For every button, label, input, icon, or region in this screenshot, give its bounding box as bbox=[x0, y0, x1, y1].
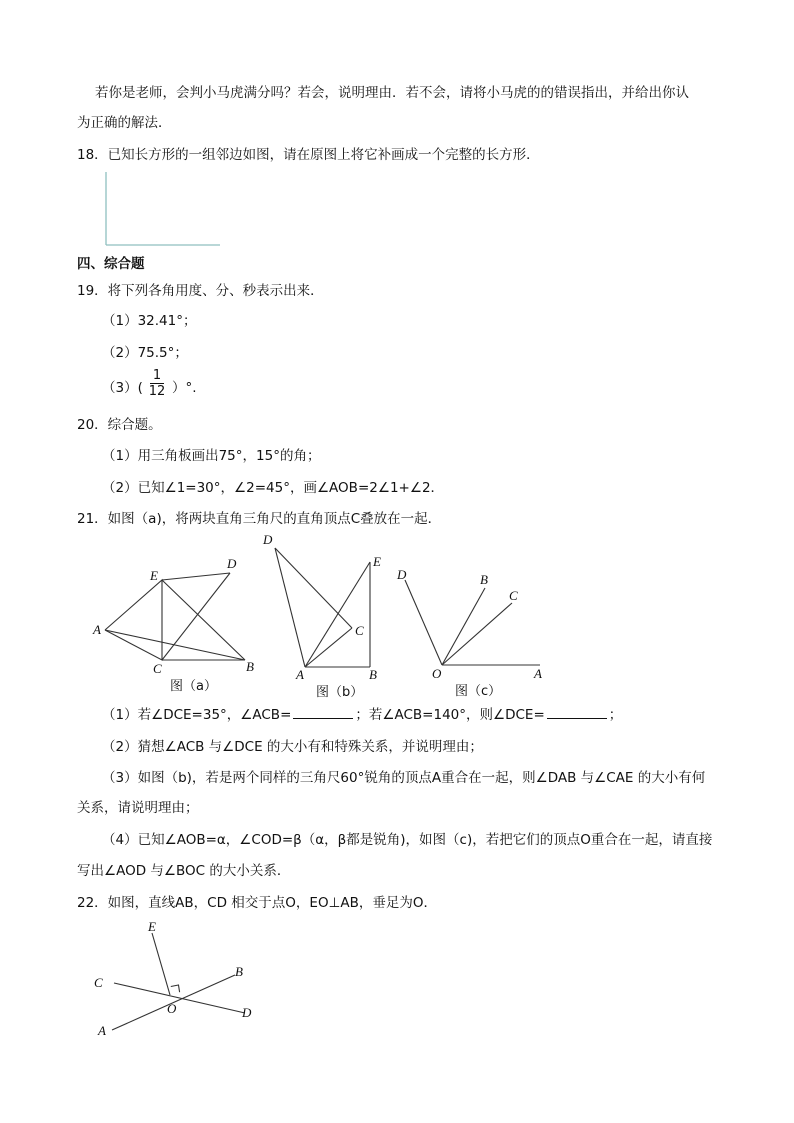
q21-figure-a bbox=[95, 555, 255, 675]
intro-line-1: 若你是老师，会判小马虎满分吗？若会，说明理由．若不会，请将小马虎的的错误指出，并给出你认 bbox=[95, 85, 689, 101]
q22-text: 22．如图，直线AB，CD 相交于点O，EO⊥AB，垂足为O． bbox=[77, 895, 437, 911]
fraction-numerator: 1 bbox=[152, 368, 162, 383]
q19-fraction bbox=[145, 368, 169, 399]
fig-b-label-c: C bbox=[355, 623, 364, 638]
fig-a-label-d: D bbox=[227, 556, 237, 571]
q22-label-c: C bbox=[94, 975, 103, 990]
q21-text: 21．如图（a)，将两块直角三角尺的直角顶点C叠放在一起． bbox=[77, 511, 442, 527]
q21-part-4-line-1: （4）已知∠AOB=α，∠COD=β（α，β都是锐角)，如图（c)，若把它们的顶点O重合在一起，请直接 bbox=[102, 832, 713, 848]
q22-label-o: O bbox=[167, 1001, 177, 1016]
fig-b-caption: 图（b） bbox=[316, 685, 364, 700]
fig-b-label-d: D bbox=[263, 532, 273, 547]
fig-b-label-a: A bbox=[296, 667, 304, 682]
q21-part-1-text-c: ； bbox=[608, 707, 623, 723]
fig-a-label-a: A bbox=[93, 622, 101, 637]
fig-a-label-b: B bbox=[246, 659, 254, 674]
section-title: 四、综合题 bbox=[77, 256, 145, 272]
q20-text: 20．综合题。 bbox=[77, 417, 162, 433]
q19-text: 19．将下列各角用度、分、秒表示出来． bbox=[77, 283, 324, 299]
q19-part-3-suffix: ）°. bbox=[172, 380, 197, 396]
q21-part-2: （2）猜想∠ACB 与∠DCE 的大小有和特殊关系，并说明理由； bbox=[102, 739, 483, 755]
q21-figure-b bbox=[270, 540, 390, 680]
q21-part-4-line-2: 写出∠AOD 与∠BOC 的大小关系． bbox=[77, 863, 291, 879]
q21-part-1-text-a: （1）若∠DCE=35°，∠ACB= bbox=[102, 707, 292, 723]
q21-answer-blank-2[interactable] bbox=[547, 706, 607, 719]
q19-part-3-prefix: （3）( bbox=[102, 380, 143, 396]
fig-c-label-c: C bbox=[509, 588, 518, 603]
fig-a-label-e: E bbox=[150, 568, 158, 583]
q22-label-a: A bbox=[98, 1023, 106, 1038]
q21-figure-c bbox=[400, 570, 550, 680]
q18-text: 18．已知长方形的一组邻边如图，请在原图上将它补画成一个完整的长方形． bbox=[77, 147, 540, 163]
fraction-denominator: 12 bbox=[148, 384, 166, 399]
fig-c-label-d: D bbox=[397, 567, 407, 582]
q21-part-1 bbox=[102, 706, 622, 724]
q18-rectangle-sides-figure bbox=[100, 170, 230, 250]
fig-c-label-a: A bbox=[534, 666, 542, 681]
q22-label-d: D bbox=[242, 1005, 252, 1020]
fig-b-label-e: E bbox=[373, 554, 381, 569]
fig-a-caption: 图（a） bbox=[170, 679, 217, 694]
fig-c-caption: 图（c） bbox=[455, 684, 502, 699]
q21-part-3-line-2: 关系，请说明理由； bbox=[77, 800, 199, 816]
fig-c-label-o: O bbox=[432, 666, 442, 681]
q22-label-e: E bbox=[148, 919, 156, 934]
q20-part-2: （2）已知∠1=30°，∠2=45°，画∠AOB=2∠1+∠2． bbox=[102, 480, 445, 496]
fig-c-label-b: B bbox=[480, 572, 488, 587]
q21-part-3-line-1: （3）如图（b)，若是两个同样的三角尺60°锐角的顶点A重合在一起，则∠DAB 与∠CAE 的大小有何 bbox=[102, 770, 706, 786]
q19-part-2: （2）75.5°； bbox=[102, 345, 188, 361]
fig-b-label-b: B bbox=[369, 667, 377, 682]
q22-figure bbox=[100, 925, 270, 1045]
q19-part-1: （1）32.41°； bbox=[102, 313, 197, 329]
q21-answer-blank-1[interactable] bbox=[293, 706, 353, 719]
q22-label-b: B bbox=[235, 964, 243, 979]
q20-part-1: （1）用三角板画出75°，15°的角； bbox=[102, 448, 321, 464]
intro-line-2: 为正确的解法． bbox=[77, 115, 172, 131]
fig-a-label-c: C bbox=[153, 661, 162, 676]
q21-part-1-text-b: ；若∠ACB=140°，则∠DCE= bbox=[355, 707, 545, 723]
